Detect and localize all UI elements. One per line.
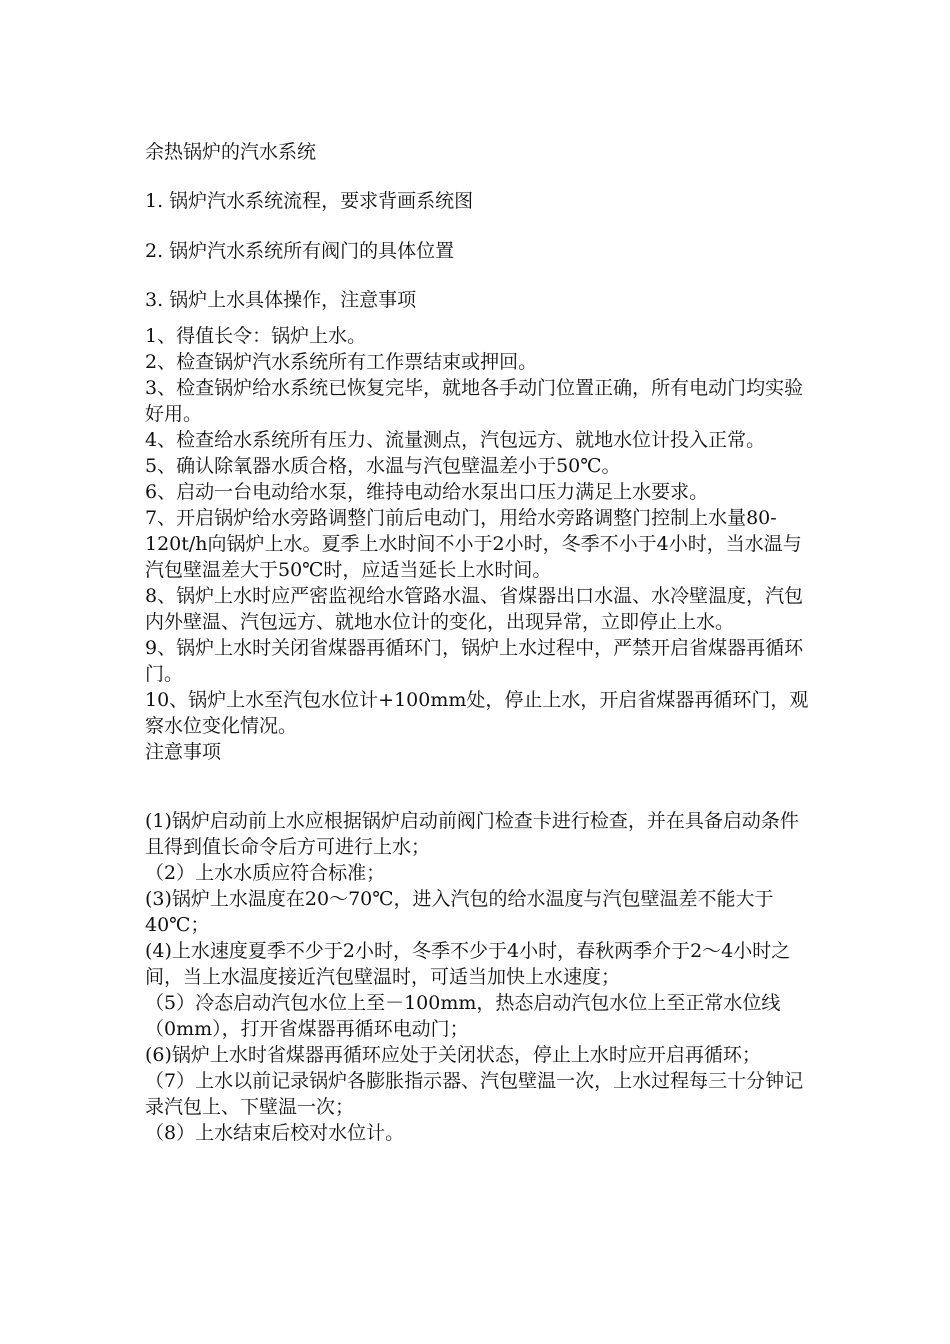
- section-heading-1: 1. 锅炉汽水系统流程，要求背画系统图: [145, 190, 474, 212]
- step-item: 10、锅炉上水至汽包水位计+100mm处，停止上水，开启省煤器再循环门，观察水位变化情况。: [145, 689, 809, 737]
- note-item: (6)锅炉上水时省煤器再循环应处于关闭状态，停止上水时应开启再循环；: [145, 1044, 761, 1066]
- step-item: 7、开启锅炉给水旁路调整门前后电动门，用给水旁路调整门控制上水量80-120t/h向锅炉上水。夏季上水时间不小于2小时，冬季不小于4小时，当水温与汽包壁温差大于50℃时，应适当延长上水时间。: [145, 507, 802, 581]
- section-heading-2: 2. 锅炉汽水系统所有阀门的具体位置: [145, 240, 455, 262]
- note-item: （7）上水以前记录锅炉各膨胀指示器、汽包壁温一次，上水过程每三十分钟记录汽包上、下壁温一次；: [145, 1070, 804, 1118]
- step-item: 1、得值长令：锅炉上水。: [145, 325, 367, 347]
- step-item: 5、确认除氧器水质合格，水温与汽包壁温差小于50℃。: [145, 455, 621, 477]
- note-item: (4)上水速度夏季不少于2小时，冬季不少于4小时，春秋两季介于2～4小时之间，当上水温度接近汽包壁温时，可适当加快上水速度；: [145, 940, 791, 988]
- step-item: 3、检查锅炉给水系统已恢复完毕，就地各手动门位置正确，所有电动门均实验好用。: [145, 377, 804, 425]
- step-item: 4、检查给水系统所有压力、流量测点，汽包远方、就地水位计投入正常。: [145, 429, 766, 451]
- note-item: (3)锅炉上水温度在20～70℃，进入汽包的给水温度与汽包壁温差不能大于40℃；: [145, 888, 774, 936]
- notes-heading: 注意事项: [145, 741, 222, 763]
- note-item: (1)锅炉启动前上水应根据锅炉启动前阀门检查卡进行检查，并在具备启动条件且得到值长命令后方可进行上水；: [145, 810, 799, 858]
- document-title: 余热锅炉的汽水系统: [145, 141, 317, 163]
- notes-list: [145, 808, 809, 1146]
- step-item: 8、锅炉上水时应严密监视给水管路水温、省煤器出口水温、水冷壁温度，汽包内外壁温、汽包远方、就地水位计的变化，出现异常，立即停止上水。: [145, 585, 804, 633]
- section-heading-3: 3. 锅炉上水具体操作，注意事项: [145, 289, 417, 311]
- step-item: 9、锅炉上水时关闭省煤器再循环门，锅炉上水过程中，严禁开启省煤器再循环门。: [145, 637, 804, 685]
- step-item: 2、检查锅炉汽水系统所有工作票结束或押回。: [145, 351, 538, 373]
- step-item: 6、启动一台电动给水泵，维持电动给水泵出口压力满足上水要求。: [145, 481, 709, 503]
- note-item: （2）上水水质应符合标准；: [145, 862, 386, 884]
- operation-steps: [145, 323, 809, 765]
- note-item: （8）上水结束后校对水位计。: [145, 1122, 405, 1144]
- note-item: （5）冷态启动汽包水位上至－100mm，热态启动汽包水位上至正常水位线（0mm），打开省煤器再循环电动门；: [145, 992, 781, 1040]
